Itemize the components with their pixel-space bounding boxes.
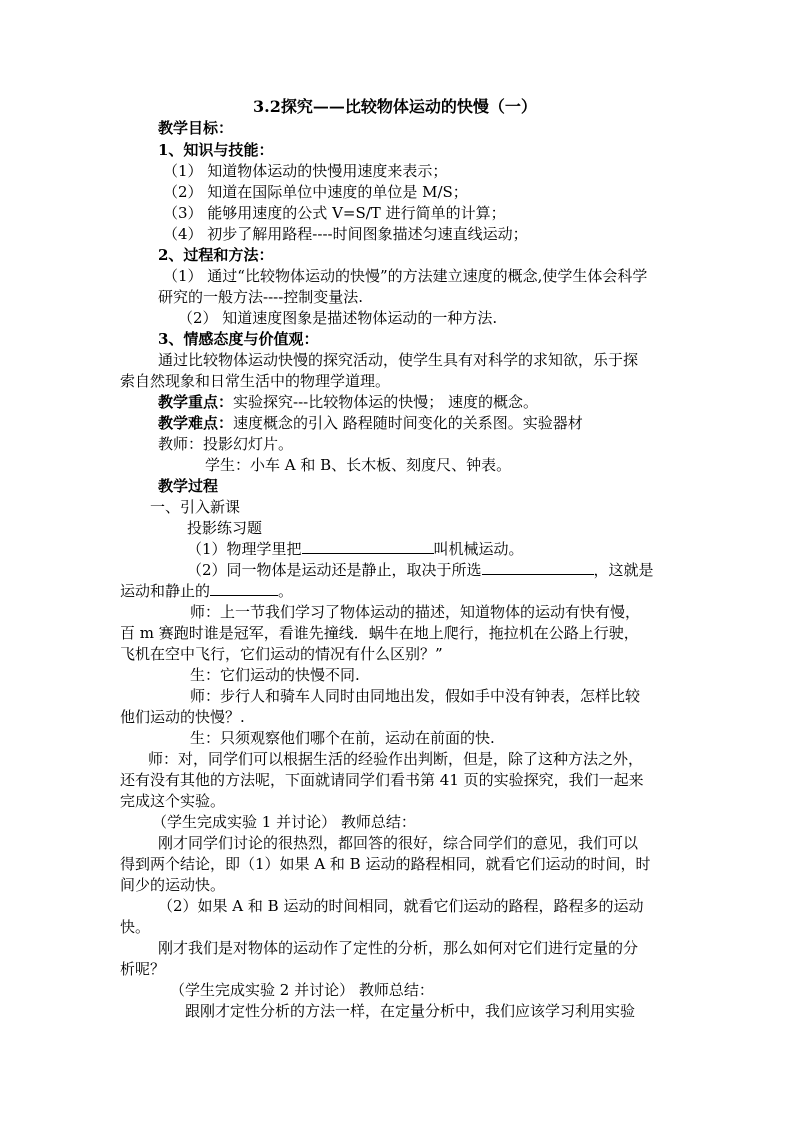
answer-blank: [210, 581, 278, 596]
process-method-item-1-cont: 研究的一般方法----控制变量法.: [158, 288, 364, 306]
process-method-item-1: （1） 通过“比较物体运动的快慢”的方法建立速度的概念,使学生体会科学: [163, 267, 648, 285]
question-1-text-end: 叫机械运动。: [433, 540, 524, 558]
dialogue-line: 刚才我们是对物体的运动作了定性的分析，那么如何对它们进行定量的分: [158, 939, 639, 957]
dialogue-line: 他们运动的快慢？.: [120, 708, 245, 726]
dialogue-line: 跟刚才定性分析的方法一样，在定量分析中，我们应该学习利用实验: [185, 1002, 636, 1020]
dialogue-line: 生：它们运动的快慢不同.: [190, 666, 360, 684]
exercise-label: 投影练习题: [187, 519, 263, 537]
difficulty-label: 教学难点：: [158, 414, 234, 432]
objective-item: （2） 知道在国际单位中速度的单位是 M/S；: [163, 183, 468, 201]
dialogue-line: 飞机在空中飞行，它们运动的情况有什么区别？”: [120, 645, 443, 663]
dialogue-line: 百 m 赛跑时谁是冠军，看谁先撞线．蜗牛在地上爬行，拖拉机在公路上行驶，: [120, 624, 639, 642]
dialogue-line: 还有没有其他的方法呢，下面就请同学们看书第 41 页的实验探究，我们一起来: [120, 771, 644, 789]
attitude-text-cont: 索自然现象和日常生活中的物理学道理。: [120, 372, 391, 390]
question-2-text-end: ，这就是: [593, 561, 654, 579]
dialogue-line: 师：对，同学们可以根据生活的经验作出判断，但是，除了这种方法之外，: [148, 750, 644, 768]
dialogue-line: 师：步行人和骑车人同时由同地出发，假如手中没有钟表，怎样比较: [190, 687, 641, 705]
question-1: [187, 539, 524, 559]
dialogue-line: （学生完成实验 1 并讨论） 教师总结：: [152, 813, 416, 831]
difficulty: [158, 413, 583, 433]
process-method-item-2: （2） 知道速度图象是描述物体运动的一种方法.: [178, 309, 498, 327]
objective-item: （4） 初步了解用路程----时间图象描述匀速直线运动；: [163, 225, 528, 243]
question-2-cont-end: 。: [278, 582, 294, 600]
dialogue-line: 完成这个实验。: [120, 792, 226, 810]
question-2-cont-text: 运动和静止的: [120, 582, 211, 600]
objective-item: （1） 知道物体运动的快慢用速度来表示；: [163, 162, 448, 180]
dialogue-line: 生：只须观察他们哪个在前，运动在前面的快.: [190, 729, 495, 747]
question-2-cont: [120, 581, 293, 601]
dialogue-line: 析呢？: [120, 960, 166, 978]
dialogue-line: 间少的运动快。: [120, 876, 226, 894]
dialogue-line: 快。: [120, 918, 151, 936]
question-1-text: （1）物理学里把: [187, 540, 302, 558]
key-point-text: 实验探究---比较物体运的快慢； 速度的概念。: [233, 393, 538, 411]
attitude-heading: 3、情感态度与价值观：: [158, 330, 319, 348]
difficulty-text: 速度概念的引入 路程随时间变化的关系图。实验器材: [233, 414, 583, 432]
objective-item: （3） 能够用速度的公式 V=S/T 进行简单的计算；: [163, 204, 506, 222]
key-point-label: 教学重点：: [158, 393, 234, 411]
dialogue-line: （学生完成实验 2 并讨论） 教师总结：: [170, 981, 434, 999]
knowledge-skills-heading: 1、知识与技能：: [158, 141, 274, 159]
answer-blank: [302, 539, 434, 554]
page-title: 3.2探究——比较物体运动的快慢（一）: [253, 97, 537, 116]
objectives-heading: 教学目标：: [158, 119, 234, 137]
teacher-materials: 教师：投影幻灯片。: [158, 435, 294, 453]
question-2-text: （2）同一物体是运动还是静止，取决于所选: [187, 561, 482, 579]
dialogue-line: （2）如果 A 和 B 运动的时间相同，就看它们运动的路程，路程多的运动: [158, 897, 644, 915]
key-point: [158, 392, 538, 412]
dialogue-line: 得到两个结论，即（1）如果 A 和 B 运动的路程相同，就看它们运动的时间，时: [120, 855, 651, 873]
dialogue-line: 师：上一节我们学习了物体运动的描述，知道物体的运动有快有慢，: [190, 603, 641, 621]
process-heading: 教学过程: [158, 477, 219, 495]
attitude-text: 通过比较物体运动快慢的探究活动，使学生具有对科学的求知欲，乐于探: [158, 351, 639, 369]
section-intro: 一、引入新课: [150, 498, 241, 516]
process-method-heading: 2、过程和方法：: [158, 246, 274, 264]
answer-blank: [482, 560, 594, 575]
dialogue-line: 刚才同学们讨论的很热烈，都回答的很好，综合同学们的意见，我们可以: [158, 834, 639, 852]
question-2: [187, 560, 654, 580]
student-materials: 学生：小车 A 和 B、长木板、刻度尺、钟表。: [205, 456, 512, 474]
